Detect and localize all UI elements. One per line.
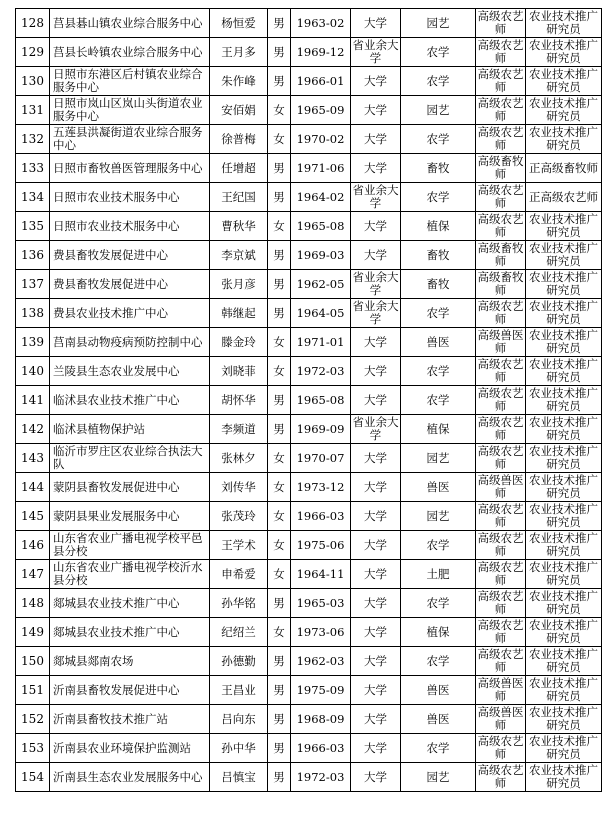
table-row (16, 618, 602, 647)
work-unit-cell: 日照市农业技术服务中心 (50, 183, 210, 212)
table-row (16, 734, 602, 763)
specialty-cell: 农学 (401, 357, 476, 386)
person-name-cell: 张月彦 (210, 270, 268, 299)
row-number-cell: 137 (16, 270, 50, 299)
row-number-cell: 129 (16, 38, 50, 67)
birth-date-cell: 1966-03 (291, 502, 351, 531)
person-name-cell: 王月多 (210, 38, 268, 67)
table-row (16, 473, 602, 502)
person-name-cell: 李频道 (210, 415, 268, 444)
person-name-cell: 任增超 (210, 154, 268, 183)
table-row (16, 444, 602, 473)
current-title-cell: 高级农艺师 (477, 67, 524, 94)
birth-date-cell: 1966-01 (291, 67, 351, 96)
specialty-cell: 农学 (401, 589, 476, 618)
education-cell: 大学 (351, 531, 401, 560)
birth-date-cell: 1965-08 (291, 212, 351, 241)
current-title-cell: 高级农艺师 (477, 734, 524, 761)
row-number-cell: 132 (16, 125, 50, 154)
row-number-cell: 154 (16, 763, 50, 792)
gender-cell: 女 (268, 328, 291, 357)
applied-title-cell: 正高级畜牧师 (526, 154, 602, 183)
row-number-cell: 140 (16, 357, 50, 386)
table-row (16, 647, 602, 676)
person-name-cell: 安佰娟 (210, 96, 268, 125)
education-cell: 大学 (351, 328, 401, 357)
work-unit-cell: 蒙阴县畜牧发展促进中心 (50, 473, 210, 502)
applied-title-cell: 农业技术推广研究员 (526, 328, 602, 357)
gender-cell: 女 (268, 125, 291, 154)
gender-cell: 女 (268, 357, 291, 386)
birth-date-cell: 1971-01 (291, 328, 351, 357)
specialty-cell: 农学 (401, 67, 476, 96)
specialty-cell: 农学 (401, 38, 476, 67)
work-unit-cell: 费县畜牧发展促进中心 (50, 270, 210, 299)
person-name-cell: 李京斌 (210, 241, 268, 270)
table-row (16, 357, 602, 386)
education-cell: 大学 (351, 386, 401, 415)
work-unit-cell: 费县畜牧发展促进中心 (50, 241, 210, 270)
specialty-cell: 畜牧 (401, 241, 476, 270)
birth-date-cell: 1966-03 (291, 734, 351, 763)
gender-cell: 男 (268, 734, 291, 763)
table-row (16, 328, 602, 357)
specialty-cell: 园艺 (401, 502, 476, 531)
education-cell: 大学 (351, 763, 401, 792)
gender-cell: 男 (268, 589, 291, 618)
row-number-cell: 146 (16, 531, 50, 560)
gender-cell: 女 (268, 560, 291, 589)
birth-date-cell: 1969-09 (291, 415, 351, 444)
gender-cell: 男 (268, 299, 291, 328)
row-number-cell: 150 (16, 647, 50, 676)
current-title-cell: 高级农艺师 (477, 212, 524, 239)
applied-title-cell: 农业技术推广研究员 (526, 96, 602, 125)
applied-title-cell: 农业技术推广研究员 (526, 589, 602, 618)
person-name-cell: 胡怀华 (210, 386, 268, 415)
gender-cell: 女 (268, 502, 291, 531)
work-unit-cell: 日照市东港区后村镇农业综合服务中心 (50, 67, 210, 96)
birth-date-cell: 1971-06 (291, 154, 351, 183)
specialty-cell: 农学 (401, 531, 476, 560)
education-cell: 大学 (351, 241, 401, 270)
work-unit-cell: 郯城县农业技术推广中心 (50, 618, 210, 647)
applied-title-cell: 农业技术推广研究员 (526, 676, 602, 705)
education-cell: 大学 (351, 212, 401, 241)
specialty-cell: 兽医 (401, 328, 476, 357)
gender-cell: 女 (268, 212, 291, 241)
table-row (16, 299, 602, 328)
row-number-cell: 136 (16, 241, 50, 270)
education-cell: 大学 (351, 96, 401, 125)
applied-title-cell: 农业技术推广研究员 (526, 9, 602, 38)
education-cell: 大学 (351, 647, 401, 676)
row-number-cell: 153 (16, 734, 50, 763)
gender-cell: 女 (268, 444, 291, 473)
row-number-cell: 135 (16, 212, 50, 241)
specialty-cell: 农学 (401, 647, 476, 676)
applied-title-cell: 农业技术推广研究员 (526, 386, 602, 415)
person-name-cell: 刘传华 (210, 473, 268, 502)
applied-title-cell: 农业技术推广研究员 (526, 444, 602, 473)
gender-cell: 女 (268, 96, 291, 125)
person-name-cell: 杨恒爱 (210, 9, 268, 38)
gender-cell: 男 (268, 415, 291, 444)
gender-cell: 男 (268, 154, 291, 183)
applied-title-cell: 农业技术推广研究员 (526, 67, 602, 96)
current-title-cell: 高级农艺师 (477, 415, 524, 442)
applied-title-cell: 农业技术推广研究员 (526, 734, 602, 763)
birth-date-cell: 1962-05 (291, 270, 351, 299)
education-cell: 大学 (351, 67, 401, 96)
education-cell: 大学 (351, 560, 401, 589)
education-cell: 大学 (351, 125, 401, 154)
birth-date-cell: 1963-02 (291, 9, 351, 38)
gender-cell: 男 (268, 763, 291, 792)
education-cell: 省业余大学 (352, 270, 399, 297)
person-name-cell: 孙中华 (210, 734, 268, 763)
row-number-cell: 130 (16, 67, 50, 96)
education-cell: 大学 (351, 589, 401, 618)
current-title-cell: 高级农艺师 (477, 183, 524, 210)
table-row (16, 502, 602, 531)
specialty-cell: 园艺 (401, 444, 476, 473)
gender-cell: 女 (268, 618, 291, 647)
row-number-cell: 139 (16, 328, 50, 357)
current-title-cell: 高级农艺师 (477, 531, 524, 558)
birth-date-cell: 1975-09 (291, 676, 351, 705)
education-cell: 省业余大学 (352, 183, 399, 210)
gender-cell: 男 (268, 647, 291, 676)
gender-cell: 男 (268, 676, 291, 705)
table-row (16, 270, 602, 299)
gender-cell: 女 (268, 531, 291, 560)
gender-cell: 男 (268, 241, 291, 270)
current-title-cell: 高级兽医师 (477, 676, 524, 703)
work-unit-cell: 临沭县植物保护站 (50, 415, 210, 444)
current-title-cell: 高级农艺师 (477, 357, 524, 384)
birth-date-cell: 1964-11 (291, 560, 351, 589)
person-name-cell: 韩继起 (210, 299, 268, 328)
current-title-cell: 高级农艺师 (477, 647, 524, 674)
row-number-cell: 142 (16, 415, 50, 444)
applied-title-cell: 农业技术推广研究员 (526, 125, 602, 154)
applied-title-cell: 农业技术推广研究员 (526, 560, 602, 589)
current-title-cell: 高级农艺师 (477, 38, 524, 65)
person-name-cell: 刘晓菲 (210, 357, 268, 386)
person-name-cell: 张林夕 (210, 444, 268, 473)
gender-cell: 男 (268, 183, 291, 212)
table-row (16, 212, 602, 241)
specialty-cell: 农学 (401, 734, 476, 763)
work-unit-cell: 郯城县郯南农场 (50, 647, 210, 676)
table-row (16, 560, 602, 589)
education-cell: 大学 (351, 154, 401, 183)
table-row (16, 38, 602, 67)
table-row (16, 531, 602, 560)
applied-title-cell: 农业技术推广研究员 (526, 299, 602, 328)
person-name-cell: 徐普梅 (210, 125, 268, 154)
specialty-cell: 兽医 (401, 473, 476, 502)
applied-title-cell: 正高级农艺师 (526, 183, 602, 212)
person-name-cell: 申希爱 (210, 560, 268, 589)
row-number-cell: 133 (16, 154, 50, 183)
current-title-cell: 高级农艺师 (477, 386, 524, 413)
person-name-cell: 王学术 (210, 531, 268, 560)
table-row (16, 241, 602, 270)
table-body (16, 9, 602, 792)
person-name-cell: 滕金玲 (210, 328, 268, 357)
table-row (16, 154, 602, 183)
applied-title-cell: 农业技术推广研究员 (526, 502, 602, 531)
specialty-cell: 农学 (401, 299, 476, 328)
gender-cell: 男 (268, 67, 291, 96)
gender-cell: 女 (268, 473, 291, 502)
person-name-cell: 曹秋华 (210, 212, 268, 241)
current-title-cell: 高级农艺师 (477, 589, 524, 616)
education-cell: 省业余大学 (352, 299, 399, 326)
current-title-cell: 高级农艺师 (477, 444, 524, 471)
table-row (16, 96, 602, 125)
current-title-cell: 高级农艺师 (477, 502, 524, 529)
current-title-cell: 高级畜牧师 (477, 270, 524, 297)
work-unit-cell: 山东省农业广播电视学校沂水县分校 (50, 560, 210, 589)
current-title-cell: 高级农艺师 (477, 299, 524, 326)
applied-title-cell: 农业技术推广研究员 (526, 241, 602, 270)
work-unit-cell: 山东省农业广播电视学校平邑县分校 (50, 531, 210, 560)
table-row (16, 705, 602, 734)
applied-title-cell: 农业技术推广研究员 (526, 531, 602, 560)
work-unit-cell: 临沂市罗庄区农业综合执法大队 (50, 444, 210, 473)
education-cell: 大学 (351, 357, 401, 386)
work-unit-cell: 日照市农业技术服务中心 (50, 212, 210, 241)
education-cell: 大学 (351, 705, 401, 734)
gender-cell: 男 (268, 705, 291, 734)
table-row (16, 763, 602, 792)
table-row (16, 183, 602, 212)
birth-date-cell: 1973-12 (291, 473, 351, 502)
birth-date-cell: 1972-03 (291, 763, 351, 792)
birth-date-cell: 1970-07 (291, 444, 351, 473)
applied-title-cell: 农业技术推广研究员 (526, 415, 602, 444)
table-row (16, 386, 602, 415)
person-name-cell: 孙华铭 (210, 589, 268, 618)
current-title-cell: 高级农艺师 (477, 125, 524, 152)
person-name-cell: 纪绍兰 (210, 618, 268, 647)
specialty-cell: 园艺 (401, 763, 476, 792)
row-number-cell: 148 (16, 589, 50, 618)
person-name-cell: 张茂玲 (210, 502, 268, 531)
work-unit-cell: 五莲县洪凝街道农业综合服务中心 (50, 125, 210, 154)
education-cell: 省业余大学 (352, 415, 399, 442)
work-unit-cell: 莒县碁山镇农业综合服务中心 (50, 9, 210, 38)
education-cell: 大学 (351, 9, 401, 38)
birth-date-cell: 1970-02 (291, 125, 351, 154)
current-title-cell: 高级畜牧师 (477, 154, 524, 181)
work-unit-cell: 沂南县生态农业发展服务中心 (50, 763, 210, 792)
work-unit-cell: 日照市畜牧兽医管理服务中心 (50, 154, 210, 183)
row-number-cell: 149 (16, 618, 50, 647)
birth-date-cell: 1968-09 (291, 705, 351, 734)
current-title-cell: 高级农艺师 (477, 763, 524, 790)
work-unit-cell: 沂南县畜牧发展促进中心 (50, 676, 210, 705)
birth-date-cell: 1973-06 (291, 618, 351, 647)
row-number-cell: 138 (16, 299, 50, 328)
row-number-cell: 152 (16, 705, 50, 734)
specialty-cell: 农学 (401, 183, 476, 212)
person-name-cell: 王纪国 (210, 183, 268, 212)
applied-title-cell: 农业技术推广研究员 (526, 705, 602, 734)
work-unit-cell: 莒县长岭镇农业综合服务中心 (50, 38, 210, 67)
work-unit-cell: 费县农业技术推广中心 (50, 299, 210, 328)
row-number-cell: 151 (16, 676, 50, 705)
applied-title-cell: 农业技术推广研究员 (526, 618, 602, 647)
applied-title-cell: 农业技术推广研究员 (526, 38, 602, 67)
current-title-cell: 高级兽医师 (477, 328, 524, 355)
person-name-cell: 吕向东 (210, 705, 268, 734)
row-number-cell: 144 (16, 473, 50, 502)
work-unit-cell: 日照市岚山区岚山头街道农业服务中心 (50, 96, 210, 125)
education-cell: 大学 (351, 676, 401, 705)
person-name-cell: 孙德勤 (210, 647, 268, 676)
row-number-cell: 147 (16, 560, 50, 589)
applied-title-cell: 农业技术推广研究员 (526, 270, 602, 299)
applied-title-cell: 农业技术推广研究员 (526, 212, 602, 241)
current-title-cell: 高级农艺师 (477, 618, 524, 645)
work-unit-cell: 沂南县畜牧技术推广站 (50, 705, 210, 734)
current-title-cell: 高级畜牧师 (477, 241, 524, 268)
specialty-cell: 畜牧 (401, 154, 476, 183)
row-number-cell: 134 (16, 183, 50, 212)
specialty-cell: 农学 (401, 125, 476, 154)
work-unit-cell: 兰陵县生态农业发展中心 (50, 357, 210, 386)
specialty-cell: 兽医 (401, 676, 476, 705)
education-cell: 大学 (351, 444, 401, 473)
education-cell: 大学 (351, 473, 401, 502)
applied-title-cell: 农业技术推广研究员 (526, 473, 602, 502)
work-unit-cell: 郯城县农业技术推广中心 (50, 589, 210, 618)
specialty-cell: 土肥 (401, 560, 476, 589)
row-number-cell: 143 (16, 444, 50, 473)
specialty-cell: 畜牧 (401, 270, 476, 299)
birth-date-cell: 1965-08 (291, 386, 351, 415)
applied-title-cell: 农业技术推广研究员 (526, 647, 602, 676)
table-row (16, 415, 602, 444)
gender-cell: 男 (268, 38, 291, 67)
applied-title-cell: 农业技术推广研究员 (526, 763, 602, 792)
birth-date-cell: 1962-03 (291, 647, 351, 676)
specialty-cell: 园艺 (401, 9, 476, 38)
table-row (16, 9, 602, 38)
row-number-cell: 145 (16, 502, 50, 531)
birth-date-cell: 1964-05 (291, 299, 351, 328)
education-cell: 省业余大学 (352, 38, 399, 65)
candidate-table (15, 8, 602, 792)
current-title-cell: 高级农艺师 (477, 560, 524, 587)
specialty-cell: 植保 (401, 212, 476, 241)
specialty-cell: 农学 (401, 386, 476, 415)
person-name-cell: 朱作峰 (210, 67, 268, 96)
birth-date-cell: 1969-03 (291, 241, 351, 270)
current-title-cell: 高级农艺师 (477, 96, 524, 123)
gender-cell: 男 (268, 270, 291, 299)
work-unit-cell: 临沭县农业技术推广中心 (50, 386, 210, 415)
table-row (16, 125, 602, 154)
work-unit-cell: 莒南县动物疫病预防控制中心 (50, 328, 210, 357)
birth-date-cell: 1964-02 (291, 183, 351, 212)
gender-cell: 男 (268, 9, 291, 38)
work-unit-cell: 蒙阴县果业发展服务中心 (50, 502, 210, 531)
current-title-cell: 高级兽医师 (477, 705, 524, 732)
specialty-cell: 植保 (401, 415, 476, 444)
education-cell: 大学 (351, 502, 401, 531)
applied-title-cell: 农业技术推广研究员 (526, 357, 602, 386)
row-number-cell: 128 (16, 9, 50, 38)
table-row (16, 589, 602, 618)
table-row (16, 676, 602, 705)
birth-date-cell: 1965-09 (291, 96, 351, 125)
table-row (16, 67, 602, 96)
current-title-cell: 高级农艺师 (477, 9, 524, 36)
birth-date-cell: 1965-03 (291, 589, 351, 618)
birth-date-cell: 1975-06 (291, 531, 351, 560)
birth-date-cell: 1969-12 (291, 38, 351, 67)
education-cell: 大学 (351, 734, 401, 763)
gender-cell: 男 (268, 386, 291, 415)
specialty-cell: 兽医 (401, 705, 476, 734)
education-cell: 大学 (351, 618, 401, 647)
specialty-cell: 植保 (401, 618, 476, 647)
row-number-cell: 141 (16, 386, 50, 415)
current-title-cell: 高级兽医师 (477, 473, 524, 500)
specialty-cell: 园艺 (401, 96, 476, 125)
person-name-cell: 王昌业 (210, 676, 268, 705)
row-number-cell: 131 (16, 96, 50, 125)
person-name-cell: 吕慎宝 (210, 763, 268, 792)
work-unit-cell: 沂南县农业环境保护监测站 (50, 734, 210, 763)
birth-date-cell: 1972-03 (291, 357, 351, 386)
